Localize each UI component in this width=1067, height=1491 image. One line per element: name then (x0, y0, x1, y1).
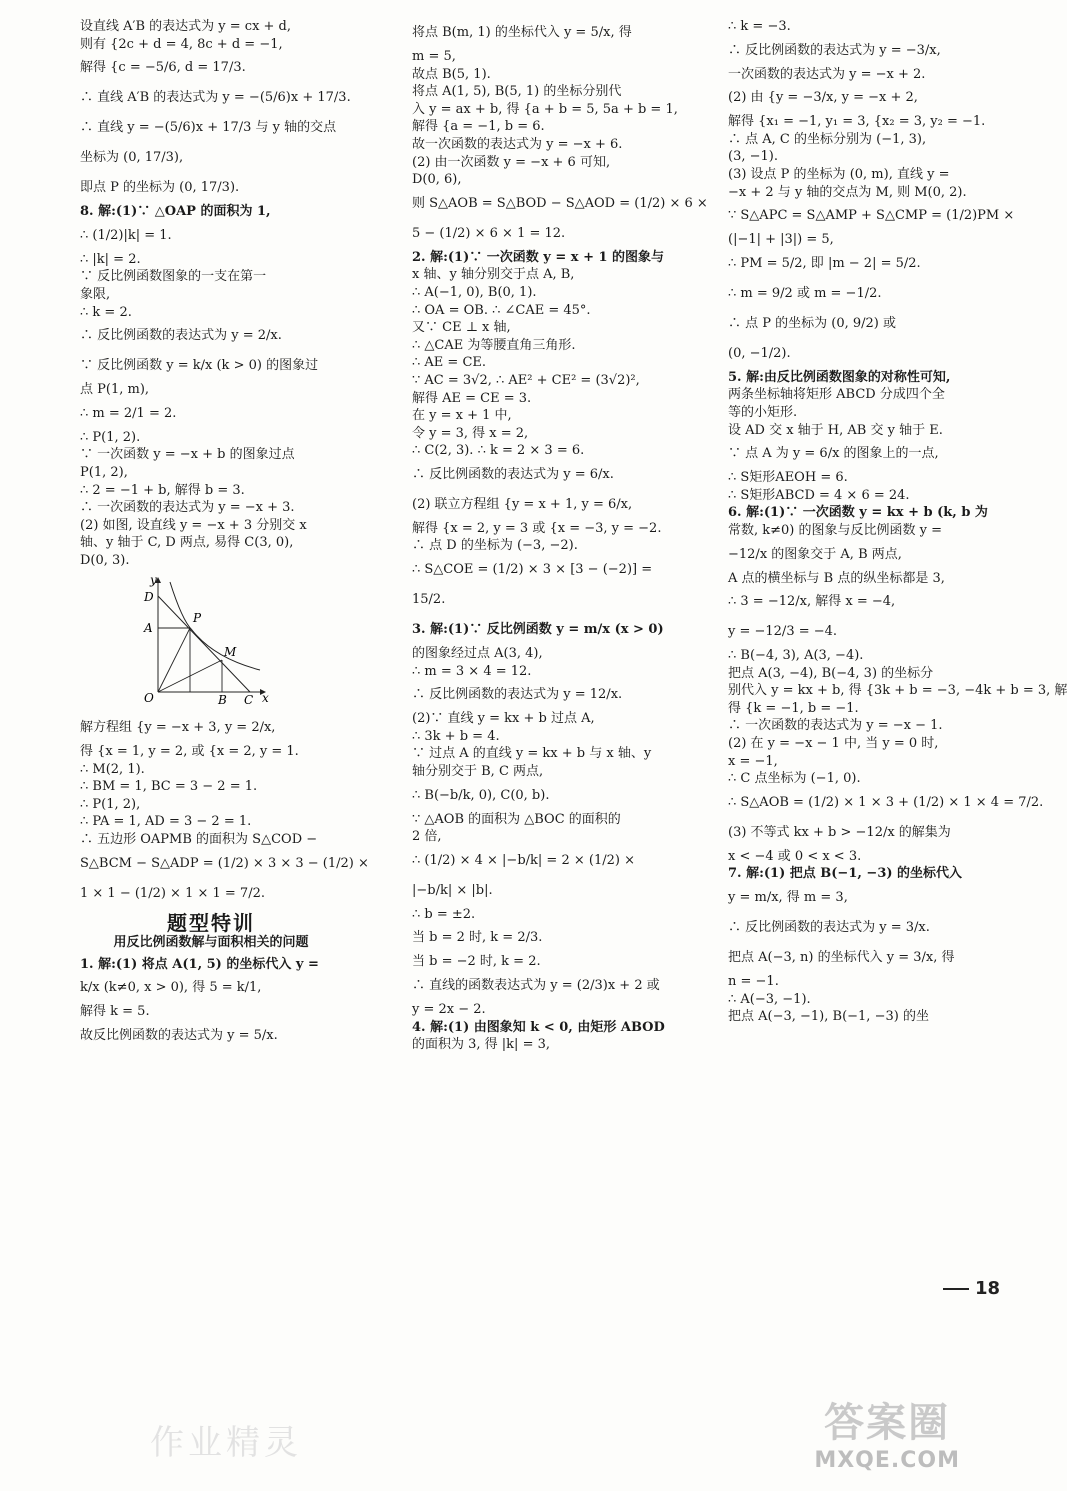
text-line: ∴ S△COE = (1/2) × 3 × [3 − (−2)] = (412, 562, 653, 578)
text-line: 的面积为 3, 得 |k| = 3, (412, 1037, 550, 1053)
text-line: ∴ 五边形 OAPMB 的面积为 S△COD − (80, 832, 318, 848)
section-subtitle: 用反比例函数解与面积相关的问题 (113, 935, 309, 951)
text-line: ∵ 反比例函数 y = k/x (k > 0) 的图象过 (80, 358, 319, 374)
text-line: 1 × 1 − (1/2) × 1 × 1 = 7/2. (80, 885, 265, 901)
text-line: ∴ 反比例函数的表达式为 y = 2/x. (80, 328, 282, 344)
text-line: x < −4 或 0 < x < 3. (728, 848, 862, 864)
text-line: 1. 解:(1) 将点 A(1, 5) 的坐标代入 y = (80, 956, 319, 972)
text-line: y = 2x − 2. (412, 1002, 486, 1017)
text-line: ∵ 一次函数 y = −x + b 的图象过点 (80, 447, 295, 463)
text-line: (2) 联立方程组 {y = x + 1, y = 6/x, (412, 496, 633, 512)
text-line: 又∵ CE ⊥ x 轴, (412, 320, 511, 336)
text-line: ∴ S△AOB = (1/2) × 1 × 3 + (1/2) × 1 × 4 = 7/2. (728, 794, 1044, 810)
label-D: D (144, 589, 154, 604)
function-graph (120, 572, 270, 707)
text-line: ∴ 反比例函数的表达式为 y = 6/x. (412, 466, 614, 482)
text-line: ∴ A(−1, 0), B(0, 1). (412, 284, 537, 300)
text-line: ∴ PA = 1, AD = 3 − 2 = 1. (80, 814, 252, 830)
text-line: (2) 由一次函数 y = −x + 6 可知, (412, 154, 611, 170)
label-y: y (150, 572, 157, 587)
column-2-lines (412, 18, 708, 1054)
text-line: ∴ S矩形ABCD = 4 × 6 = 24. (728, 487, 910, 503)
text-line: ∴ S矩形AEOH = 6. (728, 470, 848, 486)
text-line: 两条坐标轴将矩形 ABCD 分成四个全 (728, 387, 945, 403)
text-line: 将点 B(m, 1) 的坐标代入 y = 5/x, 得 (412, 25, 632, 40)
text-line: (|−1| + |3|) = 5, (728, 232, 834, 248)
text-line: 设直线 A′B 的表达式为 y = cx + d, (80, 19, 292, 34)
text-line: 4. 解:(1) 由图象知 k < 0, 由矩形 ABOD (412, 1019, 665, 1035)
text-line: ∴ BM = 1, BC = 3 − 2 = 1. (80, 779, 258, 795)
faint-watermark: 作业精灵 (150, 1423, 302, 1463)
text-line: 解得 {c = −5/6, d = 17/3. (80, 60, 246, 76)
text-line: 当 b = −2 时, k = 2. (412, 954, 541, 970)
text-line: ∴ C(2, 3). ∴ k = 2 × 3 = 6. (412, 443, 585, 459)
text-line: (2) 在 y = −x − 1 中, 当 y = 0 时, (728, 736, 939, 752)
text-line: P(1, 2), (80, 464, 128, 480)
text-line: (2) 如图, 设直线 y = −x + 3 分别交 x (80, 517, 307, 533)
text-line: (3) 不等式 kx + b > −12/x 的解集为 (728, 824, 951, 840)
text-line: ∴ △CAE 为等腰直角三角形. (412, 337, 576, 353)
text-line: 2. 解:(1)∵ 一次函数 y = x + 1 的图象与 (412, 249, 665, 265)
text-line: 把点 A(−3, n) 的坐标代入 y = 3/x, 得 (728, 950, 955, 966)
text-line: 当 b = 2 时, k = 2/3. (412, 930, 543, 946)
text-line: ∴ k = −3. (728, 19, 791, 34)
label-x: x (262, 690, 269, 705)
text-line: ∴ (1/2) × 4 × |−b/k| = 2 × (1/2) × (412, 852, 635, 868)
text-line: ∴ m = 3 × 4 = 12. (412, 663, 532, 679)
text-line: ∴ 一次函数的表达式为 y = −x − 1. (728, 718, 943, 734)
text-line: ∴ 点 A, C 的坐标分别为 (−1, 3), (728, 131, 927, 147)
text-line: 解得 k = 5. (80, 1004, 150, 1020)
text-line: y = −12/3 = −4. (728, 624, 838, 640)
column-3 (728, 18, 1067, 1026)
text-line: ∵ 反比例函数图象的一支在第一 (80, 269, 267, 285)
column-1-part-a (80, 18, 351, 570)
text-line: ∴ b = ±2. (412, 906, 476, 922)
site-watermark (814, 1391, 960, 1473)
text-line: 即点 P 的坐标为 (0, 17/3). (80, 180, 240, 196)
text-line: −12/x 的图象交于 A, B 两点, (728, 546, 902, 562)
text-line: ∴ 一次函数的表达式为 y = −x + 3. (80, 500, 295, 516)
text-line: ∴ 反比例函数的表达式为 y = 12/x. (412, 687, 623, 703)
section-title: 题型特训 (167, 910, 255, 935)
text-line: ∵ S△APC = S△AMP + S△CMP = (1/2)PM × (728, 208, 1015, 224)
text-line: 3. 解:(1)∵ 反比例函数 y = m/x (x > 0) (412, 622, 664, 638)
text-line: 解方程组 {y = −x + 3, y = 2/x, (80, 720, 276, 736)
text-line: (0, −1/2). (728, 345, 791, 361)
column-3-lines (728, 18, 1067, 1026)
text-line: ∴ B(−4, 3), A(3, −4). (728, 648, 864, 664)
text-line: 轴、y 轴于 C, D 两点, 易得 C(3, 0), (80, 535, 294, 551)
text-line: 解得 {x₁ = −1, y₁ = 3, {x₂ = 3, y₂ = −1. (728, 114, 986, 130)
text-line: 等的小矩形. (728, 404, 798, 420)
text-line: n = −1. (728, 974, 779, 990)
column-1 (80, 18, 369, 1051)
text-line: ∴ M(2, 1). (80, 761, 145, 777)
text-line: 故一次函数的表达式为 y = −x + 6. (412, 136, 623, 152)
segment-OP (158, 628, 190, 692)
text-line: ∴ OA = OB. ∴ ∠CAE = 45°. (412, 302, 591, 318)
text-line: 解得 {x = 2, y = 3 或 {x = −3, y = −2. (412, 520, 662, 536)
text-line: ∴ 2 = −1 + b, 解得 b = 3. (80, 482, 245, 498)
hyperbola-curve (170, 582, 260, 670)
text-line: ∴ m = 2/1 = 2. (80, 405, 177, 421)
text-line: ∴ m = 9/2 或 m = −1/2. (728, 285, 882, 301)
watermark-url: MXQE.COM (814, 1448, 960, 1473)
text-line: 入 y = ax + b, 得 {a + b = 5, 5a + b = 1, (412, 101, 678, 117)
text-line: ∴ P(1, 2). (80, 429, 141, 445)
text-line: 解得 {a = −1, b = 6. (412, 119, 545, 135)
text-line: x = −1, (728, 753, 778, 769)
text-line: ∴ B(−b/k, 0), C(0, b). (412, 787, 550, 803)
text-line: 把点 A(−3, −1), B(−1, −3) 的坐 (728, 1009, 929, 1025)
text-line: |−b/k| × |b|. (412, 882, 493, 898)
text-line: 设 AD 交 x 轴于 H, AB 交 y 轴于 E. (728, 422, 943, 438)
text-line: ∴ C 点坐标为 (−1, 0). (728, 771, 861, 787)
text-line: −x + 2 与 y 轴的交点为 M, 则 M(0, 2). (728, 184, 967, 200)
text-line: ∵ 过点 A 的直线 y = kx + b 与 x 轴、y (412, 746, 652, 762)
text-line: A 点的横坐标与 B 点的纵坐标都是 3, (728, 570, 945, 586)
page-number (943, 1278, 1000, 1299)
column-1-part-b (80, 713, 369, 909)
text-line: 的图象经过点 A(3, 4), (412, 646, 543, 662)
label-M: M (224, 644, 237, 659)
text-line: 在 y = x + 1 中, (412, 408, 512, 424)
text-line: 6. 解:(1)∵ 一次函数 y = kx + b (k, b 为 (728, 505, 988, 521)
page-number-dash (943, 1288, 969, 1290)
text-line: 15/2. (412, 592, 446, 608)
text-line: ∵ 点 A 为 y = 6/x 的图象上的一点, (728, 446, 939, 462)
text-line: 点 P(1, m), (80, 382, 150, 398)
text-line: ∴ 反比例函数的表达式为 y = −3/x, (728, 42, 941, 58)
text-line: S△BCM − S△ADP = (1/2) × 3 × 3 − (1/2) × (80, 855, 369, 871)
line-DC (158, 596, 250, 692)
text-line: 坐标为 (0, 17/3), (80, 150, 184, 166)
text-line: 得 {k = −1, b = −1. (728, 700, 859, 716)
text-line: 5. 解:由反比例函数图象的对称性可知, (728, 369, 951, 385)
text-line: (3) 设点 P 的坐标为 (0, m), 直线 y = (728, 166, 950, 182)
text-line: m = 5, (412, 49, 456, 64)
text-line: ∴ 点 D 的坐标为 (−3, −2). (412, 538, 578, 554)
text-line: D(0, 3). (80, 552, 130, 568)
text-line: ∴ P(1, 2), (80, 796, 141, 812)
text-line: (2)∵ 直线 y = kx + b 过点 A, (412, 711, 595, 727)
text-line: ∴ PM = 5/2, 即 |m − 2| = 5/2. (728, 255, 921, 271)
text-line: ∴ 直线 A′B 的表达式为 y = −(5/6)x + 17/3. (80, 90, 351, 106)
text-line: 故反比例函数的表达式为 y = 5/x. (80, 1028, 278, 1044)
text-line: ∴ 点 P 的坐标为 (0, 9/2) 或 (728, 315, 897, 331)
text-line: 5 − (1/2) × 6 × 1 = 12. (412, 225, 566, 241)
text-line: ∴ A(−3, −1). (728, 991, 811, 1007)
text-line: 令 y = 3, 得 x = 2, (412, 425, 529, 441)
text-line: y = m/x, 得 m = 3, (728, 890, 848, 906)
text-line: ∴ 直线 y = −(5/6)x + 17/3 与 y 轴的交点 (80, 120, 337, 136)
text-line: ∴ 3 = −12/x, 解得 x = −4, (728, 594, 896, 610)
text-line: ∵ AC = 3√2, ∴ AE² + CE² = (3√2)², (412, 372, 640, 388)
text-line: 得 {x = 1, y = 2, 或 {x = 2, y = 1. (80, 744, 299, 760)
text-line: D(0, 6), (412, 172, 462, 188)
text-line: 故点 B(5, 1). (412, 66, 491, 82)
text-line: 别代入 y = kx + b, 得 {3k + b = −3, −4k + b = 3, 解 (728, 683, 1067, 699)
text-line: 7. 解:(1) 把点 B(−1, −3) 的坐标代入 (728, 866, 963, 882)
text-line: ∴ k = 2. (80, 304, 132, 320)
text-line: 则 S△AOB = S△BOD − S△AOD = (1/2) × 6 × (412, 195, 708, 211)
column-2 (412, 18, 708, 1054)
text-line: 轴分别交于 B, C 两点, (412, 764, 544, 780)
text-line: ∴ |k| = 2. (80, 251, 141, 267)
label-C: C (244, 692, 254, 707)
text-line: 一次函数的表达式为 y = −x + 2. (728, 66, 926, 82)
text-line: 8. 解:(1)∵ △OAP 的面积为 1, (80, 204, 271, 220)
text-line: 则有 {2c + d = 4, 8c + d = −1, (80, 36, 283, 52)
text-line: ∴ 3k + b = 4. (412, 728, 500, 744)
text-line: x 轴、y 轴分别交于点 A, B, (412, 267, 575, 283)
column-1-part-c (80, 956, 342, 1051)
text-line: ∵ △AOB 的面积为 △BOC 的面积的 (412, 811, 621, 827)
text-line: 常数, k≠0) 的图象与反比例函数 y = (728, 522, 943, 538)
watermark-logo-text: 答案圈 (824, 1400, 951, 1446)
text-line: 将点 A(1, 5), B(5, 1) 的坐标分别代 (412, 84, 622, 100)
text-line: ∴ 反比例函数的表达式为 y = 3/x. (728, 920, 930, 936)
text-line: ∴ AE = CE. (412, 355, 487, 371)
label-P: P (193, 610, 202, 625)
text-line: 象限, (80, 286, 111, 302)
text-line: (3, −1). (728, 149, 778, 165)
text-line: ∴ 直线的函数表达式为 y = (2/3)x + 2 或 (412, 978, 660, 993)
label-B: B (218, 692, 227, 707)
text-line: (2) 由 {y = −3/x, y = −x + 2, (728, 90, 918, 106)
text-line: 解得 AE = CE = 3. (412, 390, 532, 406)
text-line: 把点 A(3, −4), B(−4, 3) 的坐标分 (728, 665, 934, 681)
page-number-text: 18 (974, 1278, 1000, 1299)
text-line: ∴ (1/2)|k| = 1. (80, 227, 172, 243)
label-A: A (144, 620, 153, 635)
label-O: O (144, 690, 154, 705)
text-line: k/x (k≠0, x > 0), 得 5 = k/1, (80, 980, 262, 996)
text-line: 2 倍, (412, 829, 442, 845)
